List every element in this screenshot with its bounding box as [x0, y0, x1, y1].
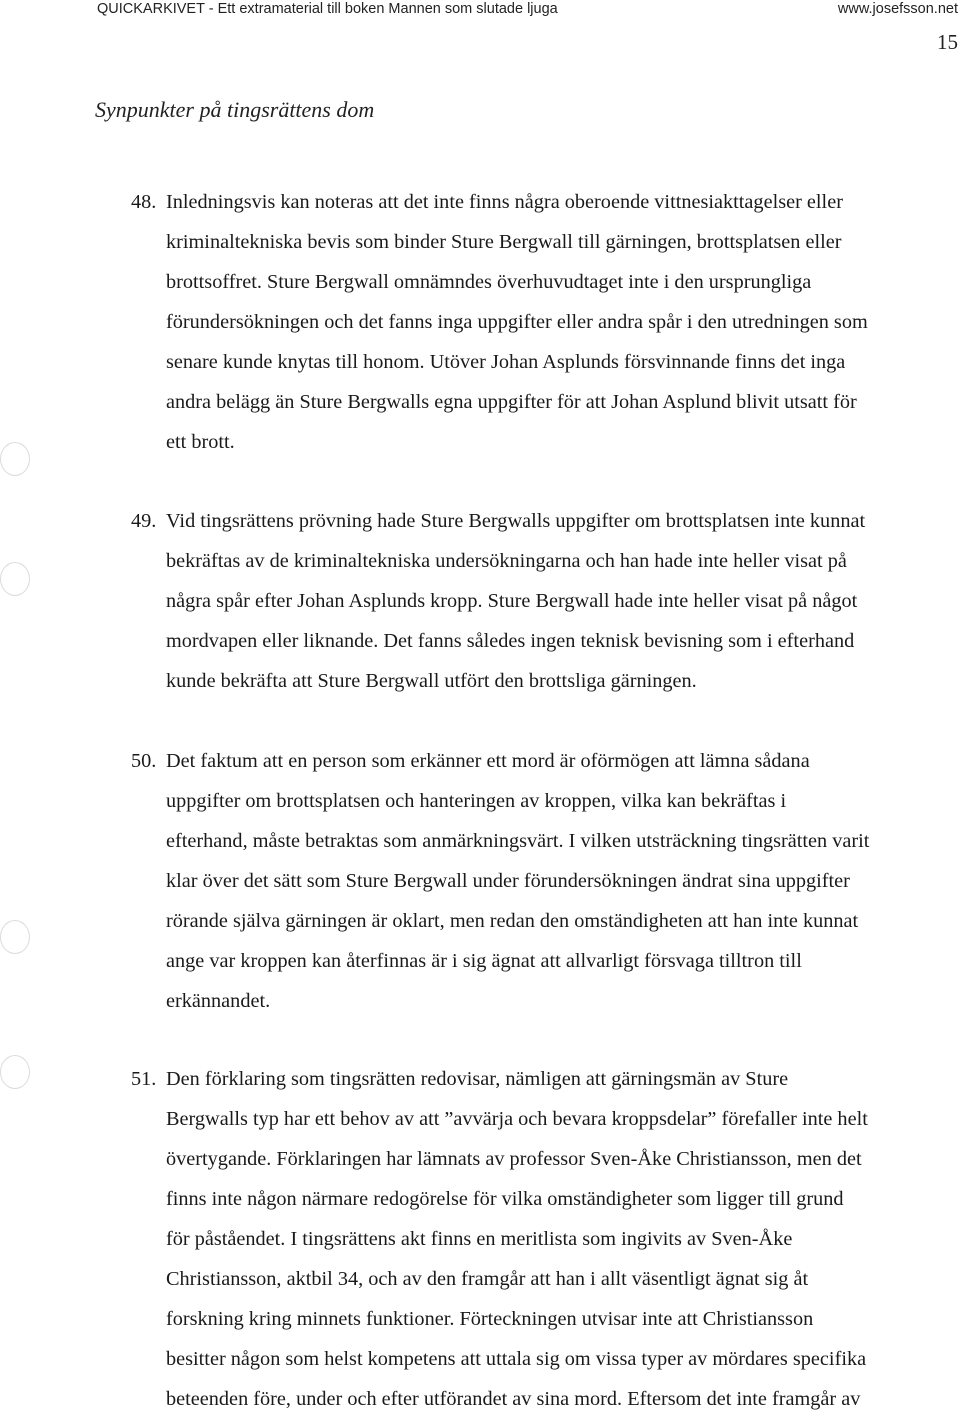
- paragraph-line: forskning kring minnets funktioner. Förteckningen utvisar inte att Christiansson: [166, 1308, 814, 1330]
- paragraph-line: Bergwalls typ har ett behov av att ”avvärja och bevara kroppsdelar” förefaller inte helt: [166, 1108, 868, 1130]
- paragraph-line: andra belägg än Sture Bergwalls egna uppgifter för att Johan Asplund blivit utsatt för: [166, 391, 857, 413]
- paragraph-line: beteenden före, under och efter utförandet av sina mord. Eftersom det inte framgår av: [166, 1388, 861, 1410]
- paragraph-number: 48.: [131, 191, 157, 213]
- paragraph-line: kriminaltekniska bevis som binder Sture Bergwall till gärningen, brottsplatsen eller: [166, 231, 842, 253]
- paragraph-number: 51.: [131, 1068, 157, 1090]
- paragraph-line: rörande själva gärningen är oklart, men redan den omständigheten att han inte kunnat: [166, 910, 859, 932]
- punch-hole-mark: [0, 442, 30, 476]
- paragraph-line: några spår efter Johan Asplunds kropp. Sture Bergwall hade inte heller visat på något: [166, 590, 858, 612]
- paragraph-line: Christiansson, aktbil 34, och av den framgår att han i allt väsentligt ägnat sig åt: [166, 1268, 809, 1290]
- paragraph-line: Inledningsvis kan noteras att det inte finns några oberoende vittnesiakttagelser eller: [166, 191, 843, 213]
- running-header-title: QUICKARKIVET - Ett extramaterial till boken Mannen som slutade ljuga: [97, 1, 558, 17]
- paragraph-line: Vid tingsrättens prövning hade Sture Bergwalls uppgifter om brottsplatsen inte kunnat: [166, 510, 866, 532]
- paragraph-line: erkännandet.: [166, 990, 271, 1012]
- paragraph-number: 50.: [131, 750, 157, 772]
- paragraph-line: klar över det sätt som Sture Bergwall under förundersökningen ändrat sina uppgifter: [166, 870, 850, 892]
- paragraph-line: uppgifter om brottsplatsen och hanteringen av kroppen, vilka kan bekräftas i: [166, 790, 787, 812]
- paragraph-line: Den förklaring som tingsrätten redovisar, nämligen att gärningsmän av Sture: [166, 1068, 789, 1090]
- paragraph-line: efterhand, måste betraktas som anmärkningsvärt. I vilken utsträckning tingsrätten varit: [166, 830, 870, 852]
- punch-hole-mark: [0, 562, 30, 596]
- paragraph-line: finns inte någon närmare redogörelse för vilka omständigheter som ligger till grund: [166, 1188, 844, 1210]
- running-header-website: www.josefsson.net: [837, 1, 958, 17]
- paragraph-line: bekräftas av de kriminaltekniska undersökningarna och han hade inte heller visat på: [166, 550, 847, 572]
- paragraph-line: brottsoffret. Sture Bergwall omnämndes överhuvudtaget inte i den ursprungliga: [166, 271, 812, 293]
- paragraph-line: förundersökningen och det fanns inga uppgifter eller andra spår i den utredningen som: [166, 311, 868, 333]
- paragraph-line: mordvapen eller liknande. Det fanns således ingen teknisk bevisning som i efterhand: [166, 630, 855, 652]
- punch-hole-mark: [0, 1055, 30, 1089]
- punch-hole-mark: [0, 920, 30, 954]
- paragraph-line: ange var kroppen kan återfinnas är i sig ägnat att allvarligt försvaga tilltron till: [166, 950, 802, 972]
- paragraph-number: 49.: [131, 510, 157, 532]
- paragraph-line: senare kunde knytas till honom. Utöver Johan Asplunds försvinnande finns det inga: [166, 351, 846, 373]
- paragraph-line: övertygande. Förklaringen har lämnats av professor Sven-Åke Christiansson, men det: [166, 1148, 862, 1170]
- paragraph-line: besitter någon som helst kompetens att uttala sig om vissa typer av mördares specifika: [166, 1348, 867, 1370]
- page-number: 15: [937, 30, 958, 54]
- section-title: Synpunkter på tingsrättens dom: [95, 97, 375, 122]
- paragraph-line: Det faktum att en person som erkänner ett mord är oförmögen att lämna sådana: [166, 750, 810, 772]
- paragraph-line: kunde bekräfta att Sture Bergwall utfört den brottsliga gärningen.: [166, 670, 697, 692]
- paragraph-line: ett brott.: [166, 431, 235, 453]
- paragraph-line: för påståendet. I tingsrättens akt finns en meritlista som ingivits av Sven-Åke: [166, 1228, 793, 1250]
